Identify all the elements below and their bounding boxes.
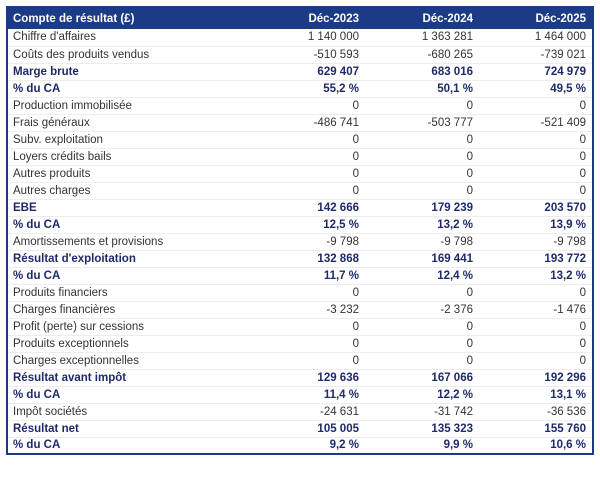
header-row (7, 7, 593, 29)
row-value: 12,4 % (365, 267, 479, 284)
row-value: 9,9 % (365, 437, 479, 454)
row-label: % du CA (7, 386, 251, 403)
table-row (7, 199, 593, 216)
row-value: -680 265 (365, 46, 479, 63)
row-value: 129 636 (251, 369, 365, 386)
row-value: 132 868 (251, 250, 365, 267)
row-value: 13,9 % (479, 216, 593, 233)
row-value: 192 296 (479, 369, 593, 386)
row-value: 203 570 (479, 199, 593, 216)
row-value: 142 666 (251, 199, 365, 216)
row-value: 0 (365, 284, 479, 301)
row-label: Autres produits (7, 165, 251, 182)
column-header-dec-2025: Déc-2025 (479, 7, 593, 29)
table-row (7, 233, 593, 250)
row-value: 0 (479, 335, 593, 352)
row-label: Loyers crédits bails (7, 148, 251, 165)
row-value: 0 (251, 97, 365, 114)
row-value: 724 979 (479, 63, 593, 80)
row-value: 13,2 % (479, 267, 593, 284)
row-label: Impôt sociétés (7, 403, 251, 420)
row-label: % du CA (7, 267, 251, 284)
income-statement-table (6, 6, 594, 455)
row-value: 0 (479, 284, 593, 301)
table-row (7, 420, 593, 437)
table-row (7, 335, 593, 352)
table-row (7, 437, 593, 454)
row-label: % du CA (7, 80, 251, 97)
row-value: 10,6 % (479, 437, 593, 454)
row-value: 1 363 281 (365, 29, 479, 46)
row-value: 105 005 (251, 420, 365, 437)
row-value: 629 407 (251, 63, 365, 80)
row-value: 0 (365, 352, 479, 369)
row-value: 0 (479, 182, 593, 199)
row-value: -36 536 (479, 403, 593, 420)
row-value: 0 (251, 131, 365, 148)
row-value: 0 (251, 335, 365, 352)
table-body (7, 29, 593, 454)
row-value: 0 (251, 284, 365, 301)
table-row (7, 216, 593, 233)
row-value: 0 (365, 148, 479, 165)
row-value: 9,2 % (251, 437, 365, 454)
table-row (7, 63, 593, 80)
table-row (7, 165, 593, 182)
row-value: 0 (365, 131, 479, 148)
row-value: 135 323 (365, 420, 479, 437)
column-header-dec-2023: Déc-2023 (251, 7, 365, 29)
row-value: 13,1 % (479, 386, 593, 403)
column-header-dec-2024: Déc-2024 (365, 7, 479, 29)
row-value: 193 772 (479, 250, 593, 267)
row-value: 11,4 % (251, 386, 365, 403)
table-row (7, 148, 593, 165)
row-label: Marge brute (7, 63, 251, 80)
row-value: 13,2 % (365, 216, 479, 233)
row-value: 0 (365, 318, 479, 335)
row-label: Profit (perte) sur cessions (7, 318, 251, 335)
row-label: Résultat d'exploitation (7, 250, 251, 267)
row-value: 683 016 (365, 63, 479, 80)
table-row (7, 369, 593, 386)
table-row (7, 46, 593, 63)
table-row (7, 403, 593, 420)
row-value: 0 (251, 318, 365, 335)
row-value: 167 066 (365, 369, 479, 386)
table-row (7, 352, 593, 369)
row-value: -31 742 (365, 403, 479, 420)
table-row (7, 386, 593, 403)
row-value: 49,5 % (479, 80, 593, 97)
row-label: EBE (7, 199, 251, 216)
row-value: 0 (251, 165, 365, 182)
row-value: 0 (479, 131, 593, 148)
table-row (7, 301, 593, 318)
row-value: 11,7 % (251, 267, 365, 284)
row-value: 0 (251, 148, 365, 165)
row-value: 0 (479, 97, 593, 114)
row-value: 0 (365, 335, 479, 352)
row-value: 0 (479, 148, 593, 165)
row-value: -9 798 (365, 233, 479, 250)
row-label: Coûts des produits vendus (7, 46, 251, 63)
row-value: 12,2 % (365, 386, 479, 403)
row-value: -503 777 (365, 114, 479, 131)
row-value: -1 476 (479, 301, 593, 318)
table-row (7, 182, 593, 199)
row-value: 0 (479, 318, 593, 335)
table-row (7, 131, 593, 148)
row-value: 0 (365, 182, 479, 199)
row-value: -486 741 (251, 114, 365, 131)
row-value: -9 798 (479, 233, 593, 250)
row-value: 1 464 000 (479, 29, 593, 46)
row-value: 1 140 000 (251, 29, 365, 46)
row-value: 55,2 % (251, 80, 365, 97)
row-value: 12,5 % (251, 216, 365, 233)
row-value: 179 239 (365, 199, 479, 216)
table-row (7, 318, 593, 335)
row-label: Produits financiers (7, 284, 251, 301)
row-value: 0 (365, 97, 479, 114)
table-row (7, 267, 593, 284)
row-label: Subv. exploitation (7, 131, 251, 148)
table-title: Compte de résultat (£) (7, 7, 251, 29)
row-value: -510 593 (251, 46, 365, 63)
row-value: -521 409 (479, 114, 593, 131)
row-value: -2 376 (365, 301, 479, 318)
row-value: 0 (365, 165, 479, 182)
row-label: Résultat net (7, 420, 251, 437)
row-label: Amortissements et provisions (7, 233, 251, 250)
table-header (7, 7, 593, 29)
row-label: Résultat avant impôt (7, 369, 251, 386)
table-row (7, 284, 593, 301)
row-label: Charges exceptionnelles (7, 352, 251, 369)
row-label: % du CA (7, 216, 251, 233)
row-label: Autres charges (7, 182, 251, 199)
row-label: Produits exceptionnels (7, 335, 251, 352)
table-row (7, 114, 593, 131)
row-label: Charges financières (7, 301, 251, 318)
row-label: Frais généraux (7, 114, 251, 131)
row-value: 155 760 (479, 420, 593, 437)
table-row (7, 250, 593, 267)
row-label: Production immobilisée (7, 97, 251, 114)
row-label: Chiffre d'affaires (7, 29, 251, 46)
row-value: 169 441 (365, 250, 479, 267)
row-value: 0 (479, 352, 593, 369)
row-value: -739 021 (479, 46, 593, 63)
row-value: 0 (479, 165, 593, 182)
row-value: -3 232 (251, 301, 365, 318)
row-value: -9 798 (251, 233, 365, 250)
row-value: 0 (251, 352, 365, 369)
row-value: 0 (251, 182, 365, 199)
row-value: 50,1 % (365, 80, 479, 97)
table-row (7, 80, 593, 97)
table-row (7, 29, 593, 46)
row-label: % du CA (7, 437, 251, 454)
table-row (7, 97, 593, 114)
row-value: -24 631 (251, 403, 365, 420)
